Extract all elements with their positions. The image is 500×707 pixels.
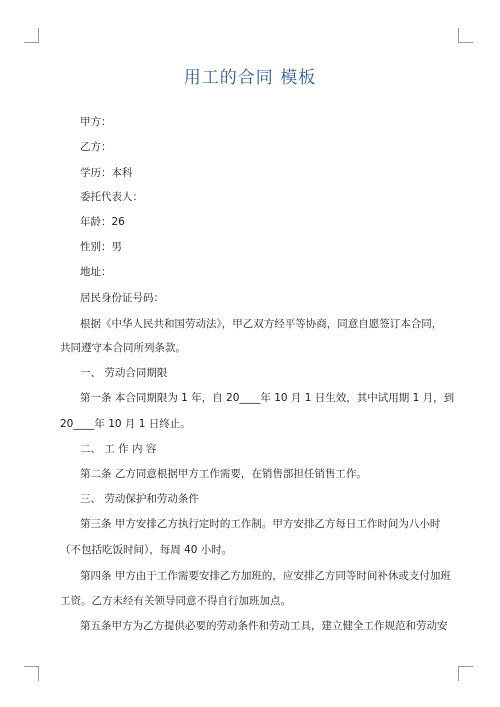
article-4-line-2: 工资。乙方未经有关领导同意不得自行加班加点。 xyxy=(60,595,291,607)
page-corner-mark-bottom-right xyxy=(458,666,473,681)
page-corner-mark-top-right xyxy=(458,28,473,43)
gender-field: 性别：男 xyxy=(80,241,122,253)
representative-label: 委托代表人： xyxy=(80,191,143,203)
article-3-line-2: （不包括吃饭时间），每周 40 小时。 xyxy=(60,544,233,556)
page-corner-mark-bottom-left xyxy=(24,666,39,681)
page-corner-mark-top-left xyxy=(24,28,39,43)
party-a-label: 甲方： xyxy=(80,116,112,128)
preamble-line-2: 共同遵守本合同所列条款。 xyxy=(60,342,186,354)
education-field: 学历：本科 xyxy=(80,167,133,179)
age-field: 年龄：26 xyxy=(80,216,125,228)
party-b-label: 乙方： xyxy=(80,141,112,153)
id-number-label: 居民身份证号码： xyxy=(80,292,164,304)
article-4-line-1: 第四条 甲方由于工作需要安排乙方加班的，应安排乙方同等时间补休或支付加班 xyxy=(80,570,451,582)
article-2: 第二条 乙方同意根据甲方工作需要，在销售部担任销售工作。 xyxy=(80,468,367,480)
article-5-line-1: 第五条甲方为乙方提供必要的劳动条件和劳动工具，建立健全工作规范和劳动安 xyxy=(80,620,448,632)
article-1-line-1: 第一条 本合同期限为 1 年，自 20____年 10 月 1 日生效，其中试用期 1 月，到 xyxy=(80,392,455,404)
document-title: 用工的合同 模板 xyxy=(183,68,317,88)
section-heading-work-content: 二、 工 作 内 容 xyxy=(80,443,157,455)
article-1-line-2: 20____年 10 月 1 日终止。 xyxy=(60,418,191,430)
section-heading-labor-protection: 三、 劳动保护和劳动条件 xyxy=(80,493,199,505)
article-3-line-1: 第三条 甲方安排乙方执行定时的工作制。甲方安排乙方每日工作时间为八小时 xyxy=(80,518,441,530)
section-heading-term: 一、 劳动合同期限 xyxy=(80,367,168,379)
address-label: 地址： xyxy=(80,266,112,278)
preamble-line-1: 根据《中华人民共和国劳动法》，甲乙双方经平等协商，同意自愿签订本合同， xyxy=(80,318,443,330)
